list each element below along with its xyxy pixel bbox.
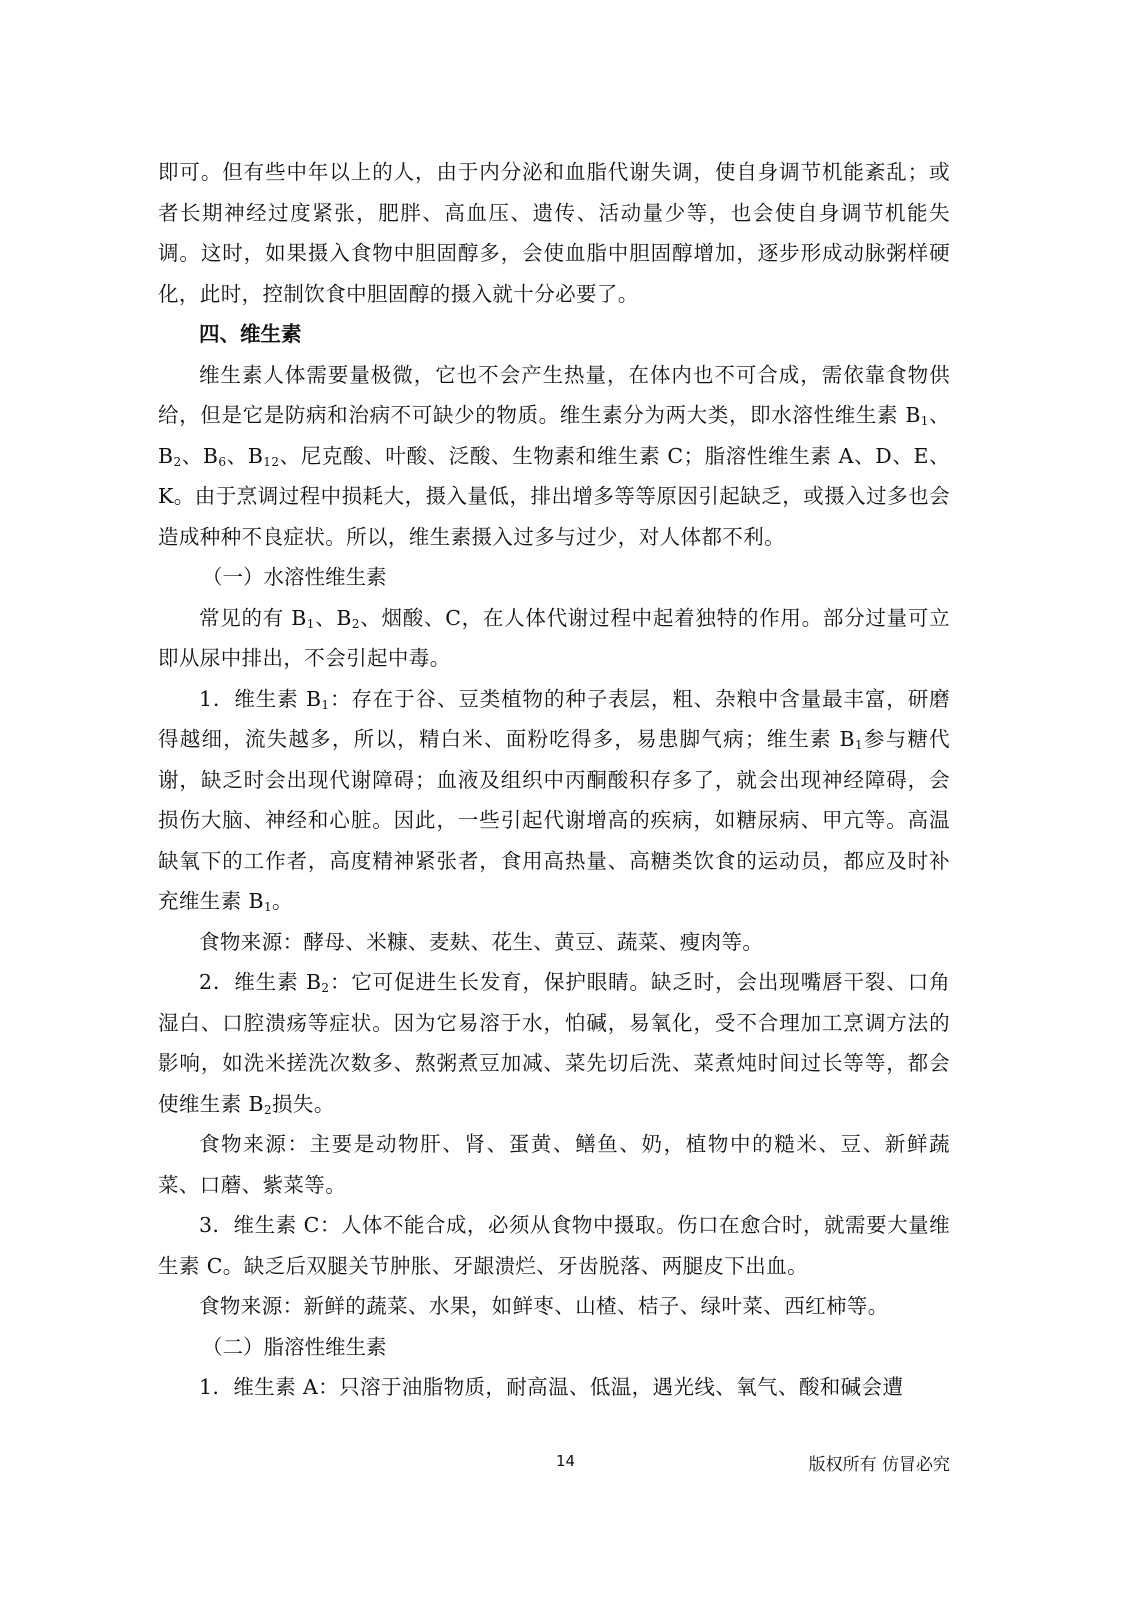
paragraph-vitamin-b1: 1．维生素 $B_1$：存在于谷、豆类植物的种子表层，粗、杂粮中含量最丰富，研磨得越细，流失越多，所以，精白米、面粉吃得多，易患脚气病；维生素 $B_1$参与糖代谢，缺乏时会出现代谢障碍；血液及组织中丙酮酸积存多了，就会出现神经障碍，会损伤大脑、神经和心脏。因此，一些引起代谢增高的疾病，如糖尿病、甲亢等。高温缺氧下的工作者，高度精神紧张者，食用高热量、高糖类饮食的运动员，都应及时补充维生素 $B_1$。 [158, 686, 951, 914]
paragraph-b1-food-sources: 食物来源：酵母、米糠、麦麸、花生、黄豆、蔬菜、瘦肉等。 [199, 929, 764, 954]
paragraph-b2-food-sources: 食物来源：主要是动物肝、肾、蛋黄、鳝鱼、奶，植物中的糙米、豆、新鲜蔬菜、口蘑、紫菜等。 [158, 1132, 950, 1197]
paragraph-vitamin-b2: 2．维生素 $B_2$：它可促进生长发育，保护眼睛。缺乏时，会出现嘴唇干裂、口角湿白、口腔溃疡等症状。因为它易溶于水，怕碱，易氧化，受不合理加工烹调方法的影响，如洗米搓洗次数多、熬粥煮豆加减、菜先切后洗、菜煮炖时间过长等等，都会使维生素 $B_2$损失。 [158, 970, 950, 1117]
subheading-water-soluble: （一）水溶性维生素 [202, 565, 387, 589]
page-body [158, 152, 950, 1408]
subheading-fat-soluble: （二）脂溶性维生素 [202, 1334, 387, 1359]
paragraph-c-food-sources: 食物来源：新鲜的蔬菜、水果，如鲜枣、山楂、桔子、绿叶菜、西红柿等。 [199, 1294, 889, 1318]
paragraph-vitamin-c: 3．维生素 C：人体不能合成，必须从食物中摄取。伤口在愈合时，就需要大量维生素 C。缺乏后双腿关节肿胀、牙龈溃烂、牙齿脱落、两腿皮下出血。 [158, 1213, 950, 1278]
paragraph-water-soluble: 常见的有 $B_1$、$B_2$、烟酸、C，在人体代谢过程中起着独特的作用。部分过量可立即从尿中排出，不会引起中毒。 [158, 605, 950, 670]
paragraph-cholesterol-continued: 即可。但有些中年以上的人，由于内分泌和血脂代谢失调，使自身调节机能紊乱；或者长期神经过度紧张，肥胖、高血压、遗传、活动量少等，也会使自身调节机能失调。这时，如果摄入食物中胆固醇多，会使血脂中胆固醇增加，逐步形成动脉粥样硬化，此时，控制饮食中胆固醇的摄入就十分必要了。 [158, 160, 950, 306]
paragraph-vitamins-intro: 维生素人体需要量极微，它也不会产生热量，在体内也不可合成，需依靠食物供给，但是它是防病和治病不可缺少的物质。维生素分为两大类，即水溶性维生素 $B_1$、$B_2$、$B_6$、$B_{12}$、尼克酸、叶酸、泛酸、生物素和维生素 C；脂溶性维生素 A、D、E、K。由于烹调过程中损耗大，摄入量低，排出增多等等原因引起缺乏，或摄入过多也会造成种种不良症状。所以，维生素摄入过多与过少，对人体都不利。 [158, 362, 950, 549]
paragraph-vitamin-a: 1．维生素 A：只溶于油脂物质，耐高温、低温，遇光线、氧气、酸和碱会遭 [199, 1375, 904, 1399]
page-number: 14 [555, 1452, 576, 1470]
section-heading-vitamins: 四、维生素 [199, 322, 302, 346]
copyright-notice: 版权所有 仿冒必究 [808, 1455, 950, 1475]
